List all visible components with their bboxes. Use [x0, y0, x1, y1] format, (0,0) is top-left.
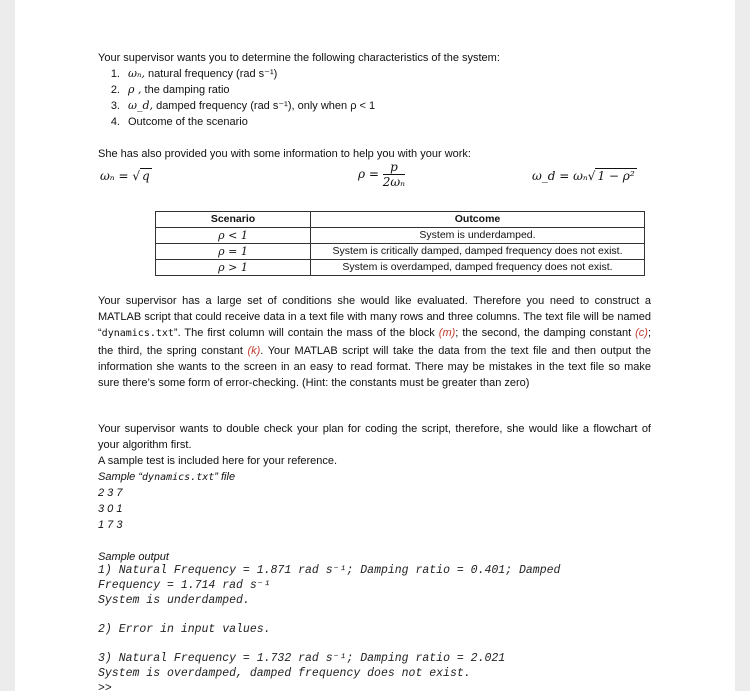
prompt-line: >>	[98, 682, 112, 691]
table-header: Scenario	[156, 212, 311, 228]
sample-row: 1 7 3	[98, 519, 123, 531]
list-item: 4. Outcome of the scenario	[110, 116, 248, 128]
sample-row: 3 0 1	[98, 503, 123, 515]
table-row: ρ < 1 System is underdamped.	[156, 228, 645, 244]
formula-natural-frequency: ωₙ = √ q	[100, 169, 150, 183]
sample-output-label: Sample output	[98, 551, 169, 563]
table-row: ρ > 1 System is overdamped, damped frequency does not exist.	[156, 260, 645, 276]
output-line: System is overdamped, damped frequency does not exist.	[98, 667, 471, 680]
output-line: Frequency = 1.714 rad s⁻¹	[98, 579, 271, 592]
formula-damped-frequency: ω_d = ωₙ√ 1 − ρ²	[532, 169, 635, 183]
task-paragraph: Your supervisor has a large set of conditions she would like evaluated. Therefore you need to construct a MATLAB script that could receive data in a text file with many rows and three columns. The text file will be named “dynamics.txt”. The first column will contain the mass of the block (m); the second, the damping constant (c); the third, the spring constant (k). Your MATLAB script will take the data from the text file and then output the information she wants to the screen in an easy to read format. There may be mistakes in the text file so make sure there’s some form of error-checking. (Hint: the constants must be greater than zero)	[98, 295, 651, 390]
table-header-row	[156, 212, 645, 228]
sample-file-label: Sample “dynamics.txt” file	[98, 471, 236, 483]
output-line: 2) Error in input values.	[98, 623, 271, 636]
sample-row: 2 3 7	[98, 487, 123, 499]
table-row: ρ = 1 System is critically damped, damped frequency does not exist.	[156, 244, 645, 260]
requirements-list	[98, 66, 375, 130]
flowchart-paragraph: Your supervisor wants to double check your plan for coding the script, therefore, she would like a flowchart of your algorithm first.	[98, 423, 651, 452]
formula-damping-ratio: ρ = $\frac{p}{\text{2ωₙ}}$	[358, 160, 406, 189]
list-item: 3. ω_d, damped frequency (rad s⁻¹), only when ρ < 1	[110, 99, 376, 112]
scenario-table	[155, 211, 645, 276]
table-header: Outcome	[311, 212, 645, 228]
list-item: 2. ρ , the damping ratio	[110, 83, 230, 96]
document-page	[15, 0, 735, 691]
output-line: 3) Natural Frequency = 1.732 rad s⁻¹; Damping ratio = 2.021	[98, 652, 506, 665]
output-line: 1) Natural Frequency = 1.871 rad s⁻¹; Damping ratio = 0.401; Damped	[98, 564, 561, 577]
output-line: System is underdamped.	[98, 594, 250, 607]
list-item: 1. ωₙ, natural frequency (rad s⁻¹)	[110, 67, 278, 80]
sample-intro: A sample test is included here for your reference.	[98, 455, 338, 467]
info-line: She has also provided you with some information to help you with your work:	[98, 148, 471, 160]
intro-text: Your supervisor wants you to determine the following characteristics of the system:	[98, 52, 500, 64]
